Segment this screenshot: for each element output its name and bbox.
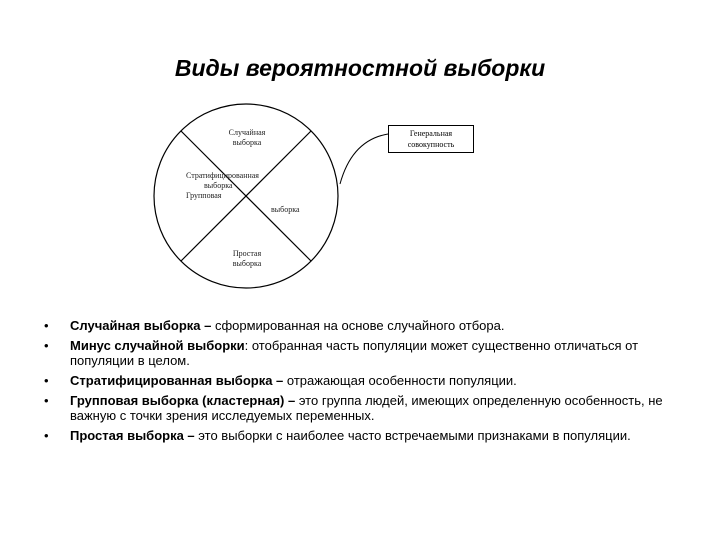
sector-label-stratified [186,171,276,201]
list-item [44,318,684,333]
population-callout-line2: совокупность [407,140,455,149]
list-item-text: сформированная на основе случайного отбора. [211,318,505,333]
list-item [44,393,684,423]
list-item-text: это группа людей, имеющих определенную особенность, не важную с точки зрения исследуемых переменных. [70,393,663,423]
population-callout-line1: Генеральная [409,129,453,138]
bullet-marker: • [44,318,49,333]
sector-label-random [222,128,272,148]
bullet-marker: • [44,338,49,353]
callout-connector [340,134,388,184]
sector-stratified-line1: Стратифицированная [186,171,259,180]
sector-stratified-line2: выборка [204,181,233,190]
list-item-term: Простая выборка – [70,428,195,443]
sector-simple-line2: выборка [232,259,262,268]
list-item-term: Случайная выборка – [70,318,212,333]
definitions-list [44,318,684,448]
list-item [44,373,684,388]
sector-simple-line1: Простая [232,249,262,258]
list-item-term: Групповая выборка (кластерная) – [70,393,296,408]
bullet-marker: • [44,393,49,408]
sector-label-simple [222,249,272,269]
list-item-text: отражающая особенности популяции. [283,373,517,388]
population-callout-box [388,125,474,153]
sector-random-line1: Случайная [228,128,266,137]
slide-title: Виды вероятностной выборки [174,55,546,81]
list-item-text: это выборки с наиболее часто встречаемыми признаками в популяции. [194,428,631,443]
list-item [44,428,684,443]
sector-label-group-right [271,205,311,215]
list-item [44,338,684,368]
sector-random-line2: выборка [232,138,262,147]
list-item-term: Минус случайной выборки [70,338,245,353]
bullet-marker: • [44,373,49,388]
sector-group-line2: выборка [271,205,300,214]
list-item-term: Стратифицированная выборка – [70,373,284,388]
sector-group-line1: Групповая [186,191,222,200]
bullet-marker: • [44,428,49,443]
list-item-text: : отобранная часть популяции может существенно отличаться от популяции в целом. [70,338,639,368]
